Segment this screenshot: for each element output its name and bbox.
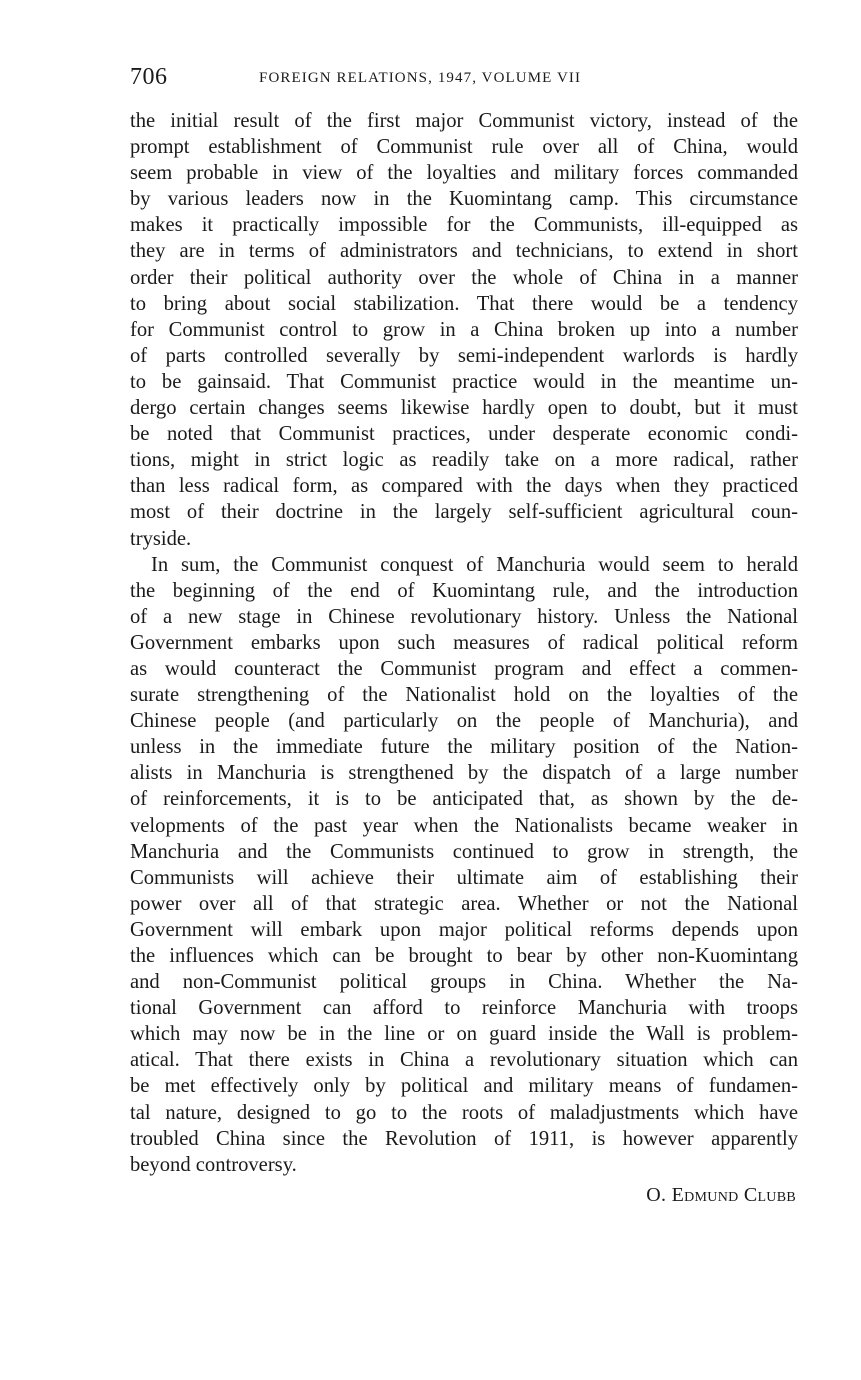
document-page [130, 62, 798, 1207]
text-line: be met effectively only by political and military means of fundamen- [130, 1075, 798, 1098]
text-line: the beginning of the end of Kuomintang rule, and the introduction [130, 579, 798, 602]
running-header-title: FOREIGN RELATIONS, 1947, VOLUME VII [259, 70, 582, 86]
text-line: which may now be in the line or on guard inside the Wall is problem- [130, 1023, 798, 1046]
text-line: most of their doctrine in the largely self-sufficient agricultural coun- [130, 501, 798, 524]
text-line: order their political authority over the whole of China in a manner [130, 266, 798, 289]
text-line: surate strengthening of the Nationalist hold on the loyalties of the [130, 684, 798, 707]
page-number: 706 [130, 64, 168, 90]
text-line: dergo certain changes seems likewise hardly open to doubt, but it must [130, 397, 798, 420]
text-line: Chinese people (and particularly on the people of Manchuria), and [130, 710, 798, 733]
text-line: tions, might in strict logic as readily take on a more radical, rather [130, 449, 798, 472]
text-line: In sum, the Communist conquest of Manchuria would seem to herald [151, 553, 798, 576]
text-line: Government embarks upon such measures of radical political reform [130, 631, 798, 654]
text-line: of parts controlled severally by semi-independent warlords is hardly [130, 344, 798, 367]
text-line: seem probable in view of the loyalties and military forces commanded [130, 162, 798, 185]
text-line: than less radical form, as compared with the days when they practiced [130, 475, 798, 498]
text-line: tional Government can afford to reinforce Manchuria with troops [130, 997, 798, 1020]
paragraph-continuation [130, 108, 798, 552]
text-line: be noted that Communist practices, under desperate economic condi- [130, 423, 798, 446]
text-line: of a new stage in Chinese revolutionary history. Unless the National [130, 605, 798, 628]
text-line: Government will embark upon major political reforms depends upon [130, 918, 798, 941]
text-line: the influences which can be brought to bear by other non-Kuomintang [130, 945, 798, 967]
running-header [130, 62, 798, 96]
body-text [130, 108, 798, 1178]
text-line: makes it practically impossible for the Communists, ill-equipped as [130, 214, 798, 237]
text-line: for Communist control to grow in a China broken up into a number [130, 318, 798, 341]
text-line: troubled China since the Revolution of 1911, is however apparently [130, 1127, 798, 1150]
text-line: Manchuria and the Communists continued to grow in strength, the [130, 840, 798, 863]
text-line: power over all of that strategic area. Whether or not the National [130, 892, 798, 915]
text-line: tal nature, designed to go to the roots of maladjustments which have [130, 1101, 798, 1124]
signature-name: O. Edmund Clubb [646, 1183, 796, 1206]
text-line: to bring about social stabilization. That there would be a tendency [130, 292, 798, 315]
text-line: of reinforcements, it is to be anticipated that, as shown by the de- [130, 788, 798, 811]
text-line: to be gainsaid. That Communist practice would in the meantime un- [130, 370, 798, 393]
text-line: the initial result of the first major Communist victory, instead of the [130, 110, 798, 132]
text-line: velopments of the past year when the Nationalists became weaker in [130, 814, 798, 837]
text-line: as would counteract the Communist program and effect a commen- [130, 657, 798, 680]
text-line: and non-Communist political groups in China. Whether the Na- [130, 971, 798, 994]
text-line: atical. That there exists in China a revolutionary situation which can [130, 1049, 798, 1072]
text-line: alists in Manchuria is strengthened by the dispatch of a large number [130, 762, 798, 785]
text-line: they are in terms of administrators and technicians, to extend in short [130, 240, 798, 263]
text-line: prompt establishment of Communist rule over all of China, would [130, 136, 798, 159]
text-line: Communists will achieve their ultimate aim of establishing their [130, 866, 798, 889]
text-line: unless in the immediate future the military position of the Nation- [130, 736, 798, 759]
paragraph-in-sum [130, 552, 798, 1178]
signature [130, 1184, 798, 1207]
text-line: tryside. [130, 527, 192, 550]
text-line: by various leaders now in the Kuomintang camp. This circumstance [130, 188, 798, 211]
text-line: beyond controversy. [130, 1153, 297, 1176]
